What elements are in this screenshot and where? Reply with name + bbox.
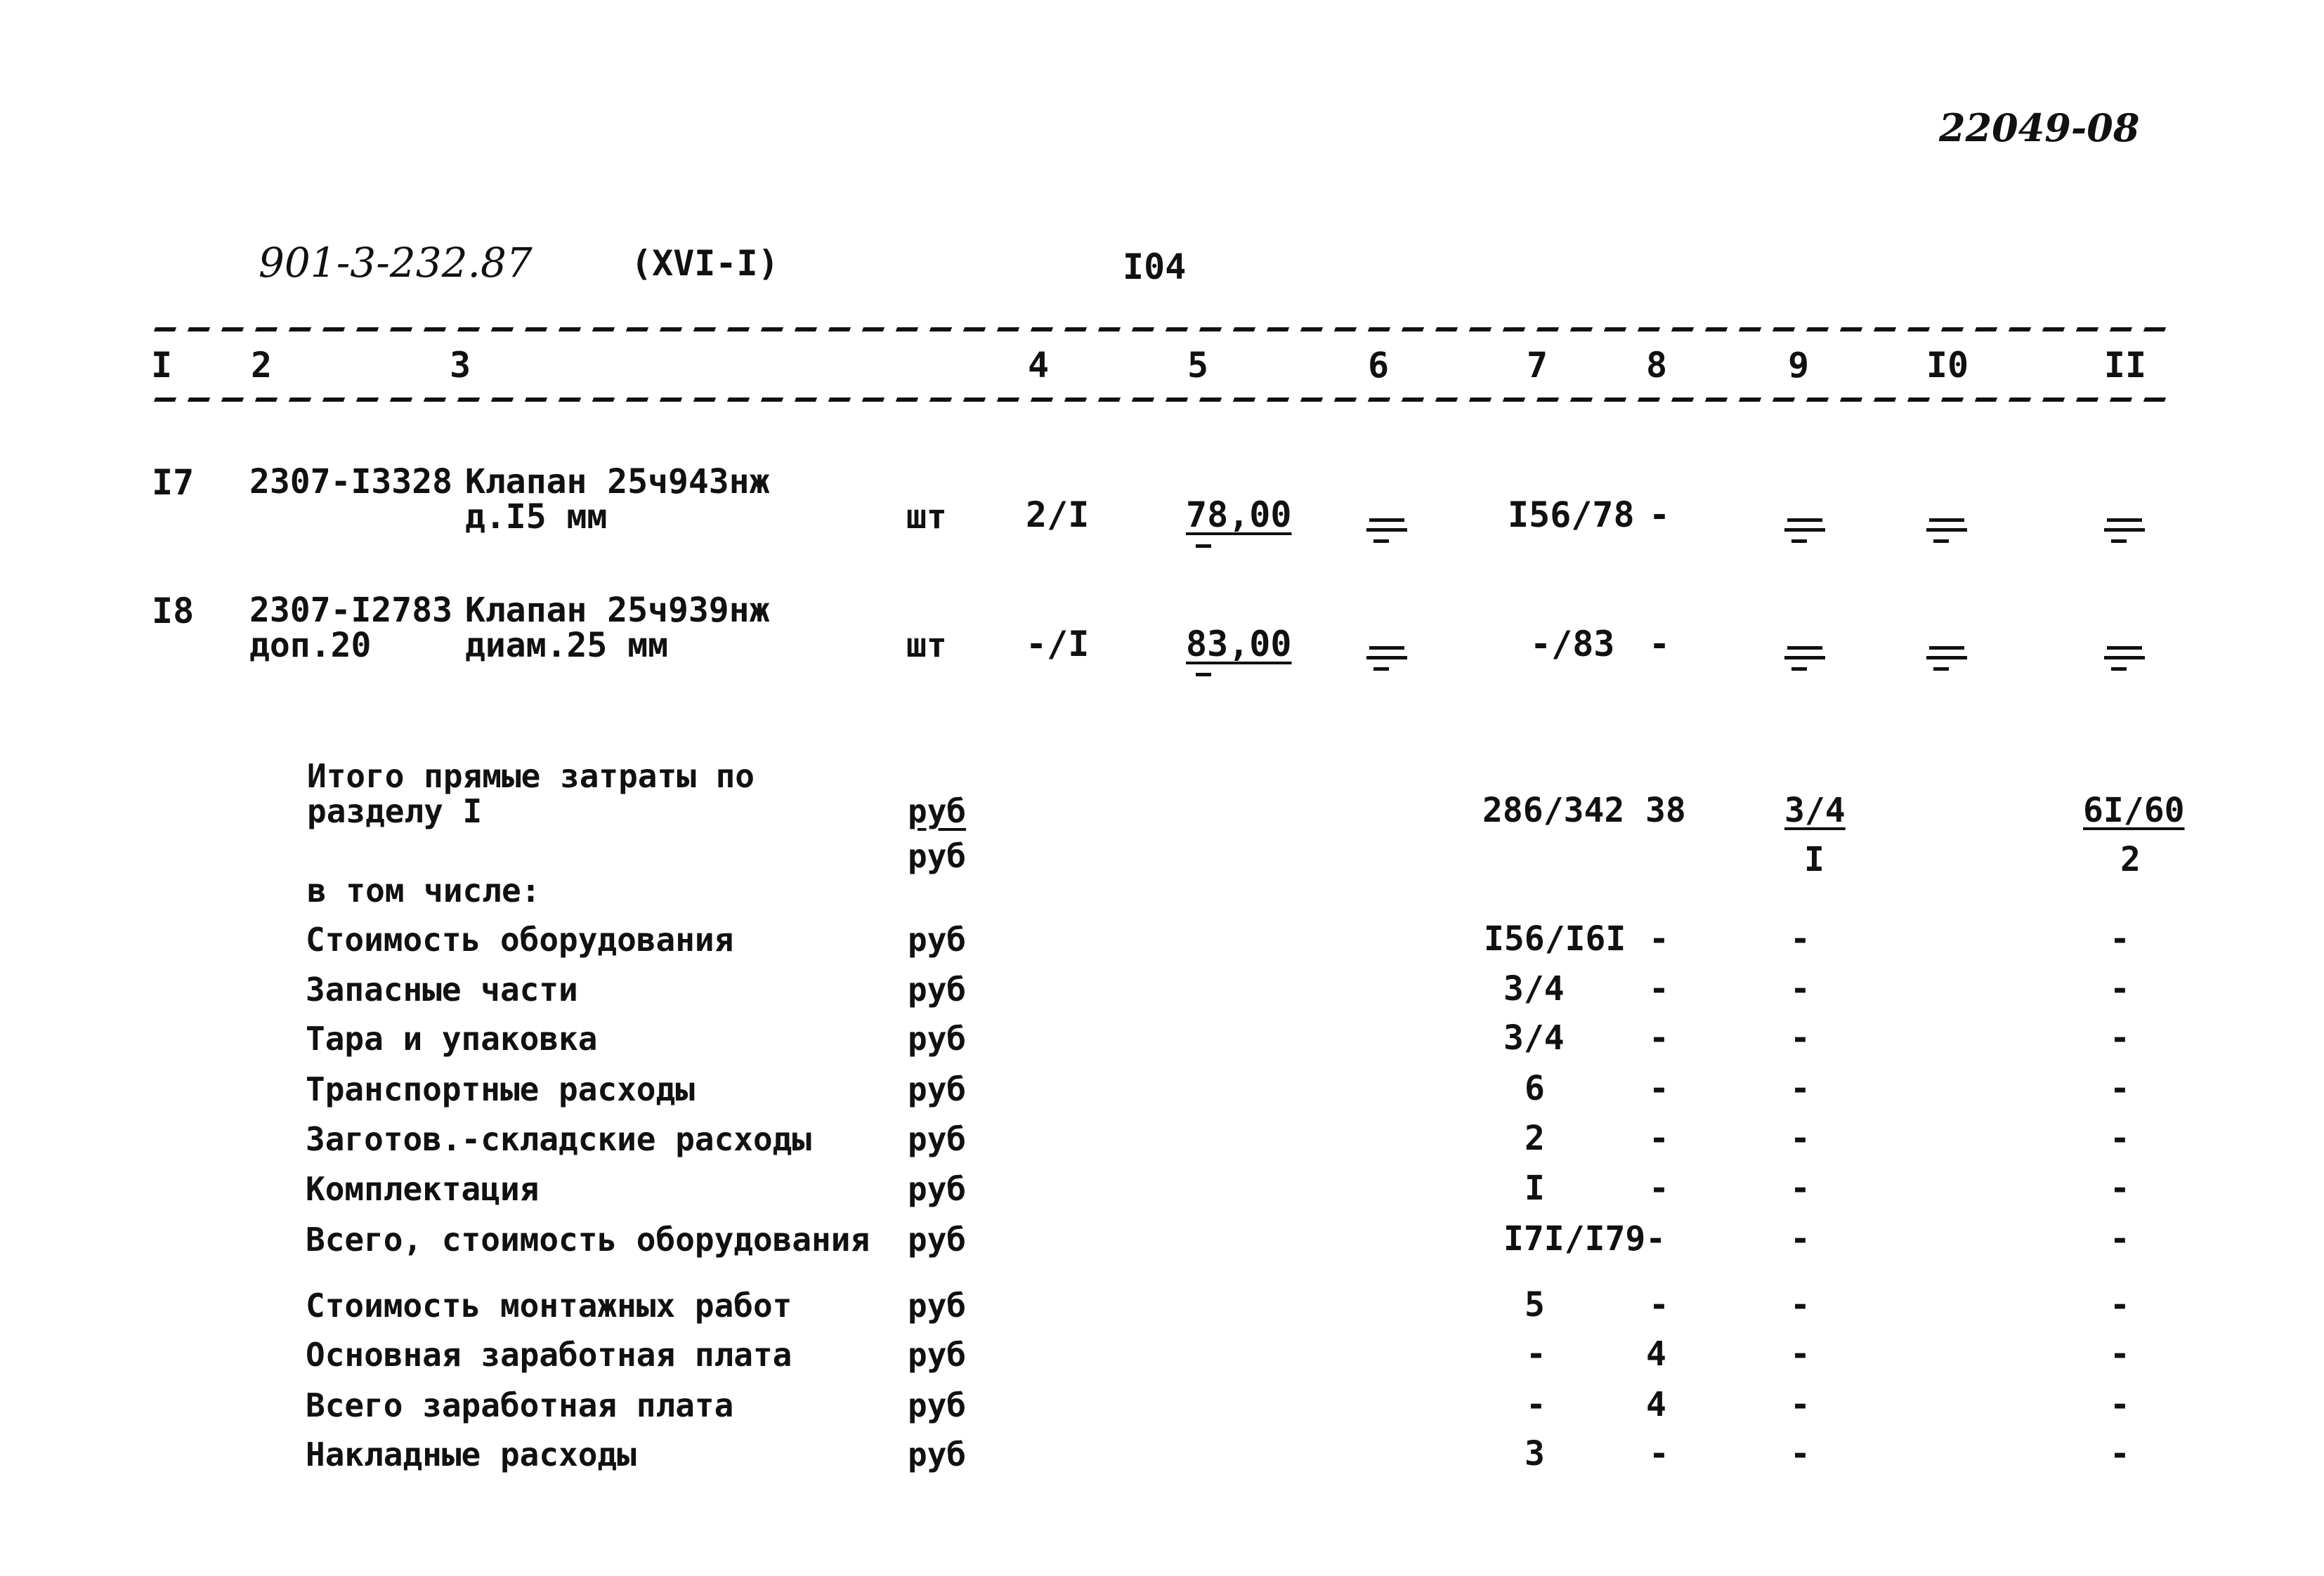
breakdown-col11: - <box>2110 1285 2130 1325</box>
breakdown-col9: - <box>1790 919 1810 959</box>
breakdown-col8: - <box>1649 969 1669 1009</box>
item-code: 2307-I2783 <box>249 591 452 630</box>
total-unit: руб <box>908 837 967 875</box>
breakdown-col8: - <box>1649 1434 1669 1473</box>
item-code-note: доп.20 <box>249 626 372 665</box>
column-header: 5 <box>1187 345 1209 386</box>
breakdown-col8: - <box>1649 1169 1669 1208</box>
breakdown-col11: - <box>2110 1434 2130 1473</box>
item-size: д.I5 мм <box>465 497 608 537</box>
column-header: 4 <box>1027 345 1050 386</box>
item-number: I7 <box>152 462 195 503</box>
ditto-mark <box>1196 673 1211 678</box>
ditto-mark <box>1366 646 1407 674</box>
column-header: II <box>2103 345 2147 386</box>
breakdown-col8: 4 <box>1646 1385 1666 1424</box>
breakdown-col7: 3/4 <box>1503 1018 1565 1058</box>
breakdown-col9: - <box>1790 1385 1810 1424</box>
item-unit: шт <box>906 497 947 537</box>
total-label: Итого прямые затраты по <box>307 757 755 795</box>
breakdown-unit: руб <box>908 1287 967 1325</box>
breakdown-col7: 2 <box>1525 1119 1545 1158</box>
item-col8: - <box>1649 494 1671 535</box>
breakdown-col7: - <box>1526 1334 1546 1374</box>
total-col7: 286/342 <box>1482 791 1625 830</box>
total-col11-num: 6I/60 <box>2083 791 2185 830</box>
breakdown-col9: - <box>1790 1169 1810 1208</box>
breakdown-col7: I <box>1525 1169 1545 1208</box>
breakdown-col7: 3/4 <box>1503 969 1565 1009</box>
ditto-mark <box>1926 646 1967 674</box>
breakdown-col9: - <box>1790 969 1810 1009</box>
column-header: 6 <box>1367 345 1390 386</box>
breakdown-col11: - <box>2110 1069 2130 1108</box>
ditto-mark <box>1366 518 1407 546</box>
breakdown-unit: руб <box>908 1221 967 1259</box>
breakdown-unit: руб <box>908 1120 967 1158</box>
document-code: 901-3-232.87 <box>259 239 533 287</box>
item-number: I8 <box>152 591 195 631</box>
total-col9-num: 3/4 <box>1784 791 1846 830</box>
breakdown-col9: - <box>1790 1334 1810 1374</box>
column-header: 2 <box>250 345 273 386</box>
breakdown-label: Накладные расходы <box>306 1436 637 1473</box>
including-label: в том числе: <box>307 872 541 910</box>
page-number: I04 <box>1123 247 1187 287</box>
item-size: диам.25 мм <box>465 626 668 665</box>
total-label: разделу I <box>307 792 483 830</box>
breakdown-col11: - <box>2110 1219 2130 1259</box>
breakdown-col9: - <box>1790 1069 1810 1108</box>
album-code: (XVI-I) <box>631 243 779 284</box>
breakdown-label: Всего, стоимость оборудования <box>306 1221 870 1259</box>
breakdown-unit: руб <box>908 1070 967 1108</box>
breakdown-col7: - <box>1526 1385 1546 1424</box>
ditto-mark <box>2104 518 2145 546</box>
ditto-mark <box>1926 518 1967 546</box>
breakdown-label: Запасные части <box>306 971 578 1009</box>
item-col7: I56/78 <box>1508 494 1635 535</box>
breakdown-unit: руб <box>908 1020 967 1058</box>
total-col11-den: 2 <box>2120 840 2141 879</box>
breakdown-col8: - <box>1649 1119 1669 1158</box>
breakdown-label: Тара и упаковка <box>306 1020 598 1058</box>
breakdown-col9: - <box>1790 1285 1810 1325</box>
breakdown-unit: руб <box>908 1386 967 1424</box>
breakdown-col7: 3 <box>1525 1434 1545 1473</box>
ditto-mark <box>1784 646 1825 674</box>
column-header: 7 <box>1526 345 1548 386</box>
breakdown-col11: - <box>2110 1169 2130 1208</box>
breakdown-col7: I56/I6I <box>1484 919 1626 959</box>
breakdown-col7: 5 <box>1525 1285 1545 1325</box>
breakdown-col11: - <box>2110 919 2130 959</box>
column-header: I0 <box>1926 345 1969 386</box>
total-col8: 38 <box>1645 791 1686 830</box>
item-unit: шт <box>906 626 947 665</box>
column-header: 3 <box>449 345 471 386</box>
breakdown-label: Заготов.-складские расходы <box>306 1120 812 1158</box>
breakdown-col9: - <box>1790 1119 1810 1158</box>
breakdown-unit: руб <box>908 1436 967 1473</box>
breakdown-col9: - <box>1790 1434 1810 1473</box>
header-bottom-rule <box>154 398 2172 402</box>
breakdown-unit: руб <box>908 1336 967 1374</box>
breakdown-unit: руб <box>908 1170 967 1208</box>
breakdown-label: Транспортные расходы <box>306 1070 695 1108</box>
breakdown-label: Стоимость монтажных работ <box>306 1287 792 1325</box>
breakdown-col11: - <box>2110 1334 2130 1374</box>
breakdown-col9: - <box>1790 1219 1810 1259</box>
header-top-rule <box>154 327 2172 331</box>
archive-number: 22049-08 <box>1939 105 2140 150</box>
breakdown-col8: 4 <box>1646 1334 1666 1374</box>
ditto-mark <box>1196 544 1211 550</box>
item-quantity: 2/I <box>1026 494 1090 535</box>
breakdown-unit: руб <box>908 921 967 959</box>
ditto-mark <box>2104 646 2145 674</box>
ditto-mark <box>1784 518 1825 546</box>
item-code: 2307-I3328 <box>249 462 452 501</box>
item-col7: -/83 <box>1530 624 1615 664</box>
breakdown-col11: - <box>2110 969 2130 1009</box>
breakdown-col11: - <box>2110 1385 2130 1424</box>
breakdown-label: Комплектация <box>306 1170 540 1208</box>
breakdown-col8: - <box>1649 919 1669 959</box>
breakdown-label: Всего заработная плата <box>306 1386 734 1424</box>
breakdown-col8: - <box>1649 1069 1669 1108</box>
item-quantity: -/I <box>1026 624 1090 664</box>
breakdown-col9: - <box>1790 1018 1810 1058</box>
breakdown-label: Стоимость оборудования <box>306 921 734 959</box>
breakdown-label: Основная заработная плата <box>306 1336 792 1374</box>
column-header: 8 <box>1645 345 1668 386</box>
item-price: 83,00 <box>1186 624 1292 664</box>
breakdown-col8: - <box>1649 1285 1669 1325</box>
breakdown-col7: 6 <box>1525 1069 1545 1108</box>
breakdown-col11: - <box>2110 1119 2130 1158</box>
item-price: 78,00 <box>1186 494 1292 535</box>
total-unit: руб <box>908 792 967 830</box>
column-header: I <box>150 345 173 386</box>
item-name: Клапан 25ч939нж <box>465 591 770 630</box>
breakdown-col11: - <box>2110 1018 2130 1058</box>
breakdown-col7: I7I/I79- <box>1503 1219 1666 1259</box>
item-col8: - <box>1649 624 1671 664</box>
breakdown-col8: - <box>1649 1018 1669 1058</box>
item-name: Клапан 25ч943нж <box>465 462 770 501</box>
breakdown-unit: руб <box>908 971 967 1009</box>
total-col9-den: I <box>1804 840 1824 879</box>
column-header: 9 <box>1787 345 1810 386</box>
